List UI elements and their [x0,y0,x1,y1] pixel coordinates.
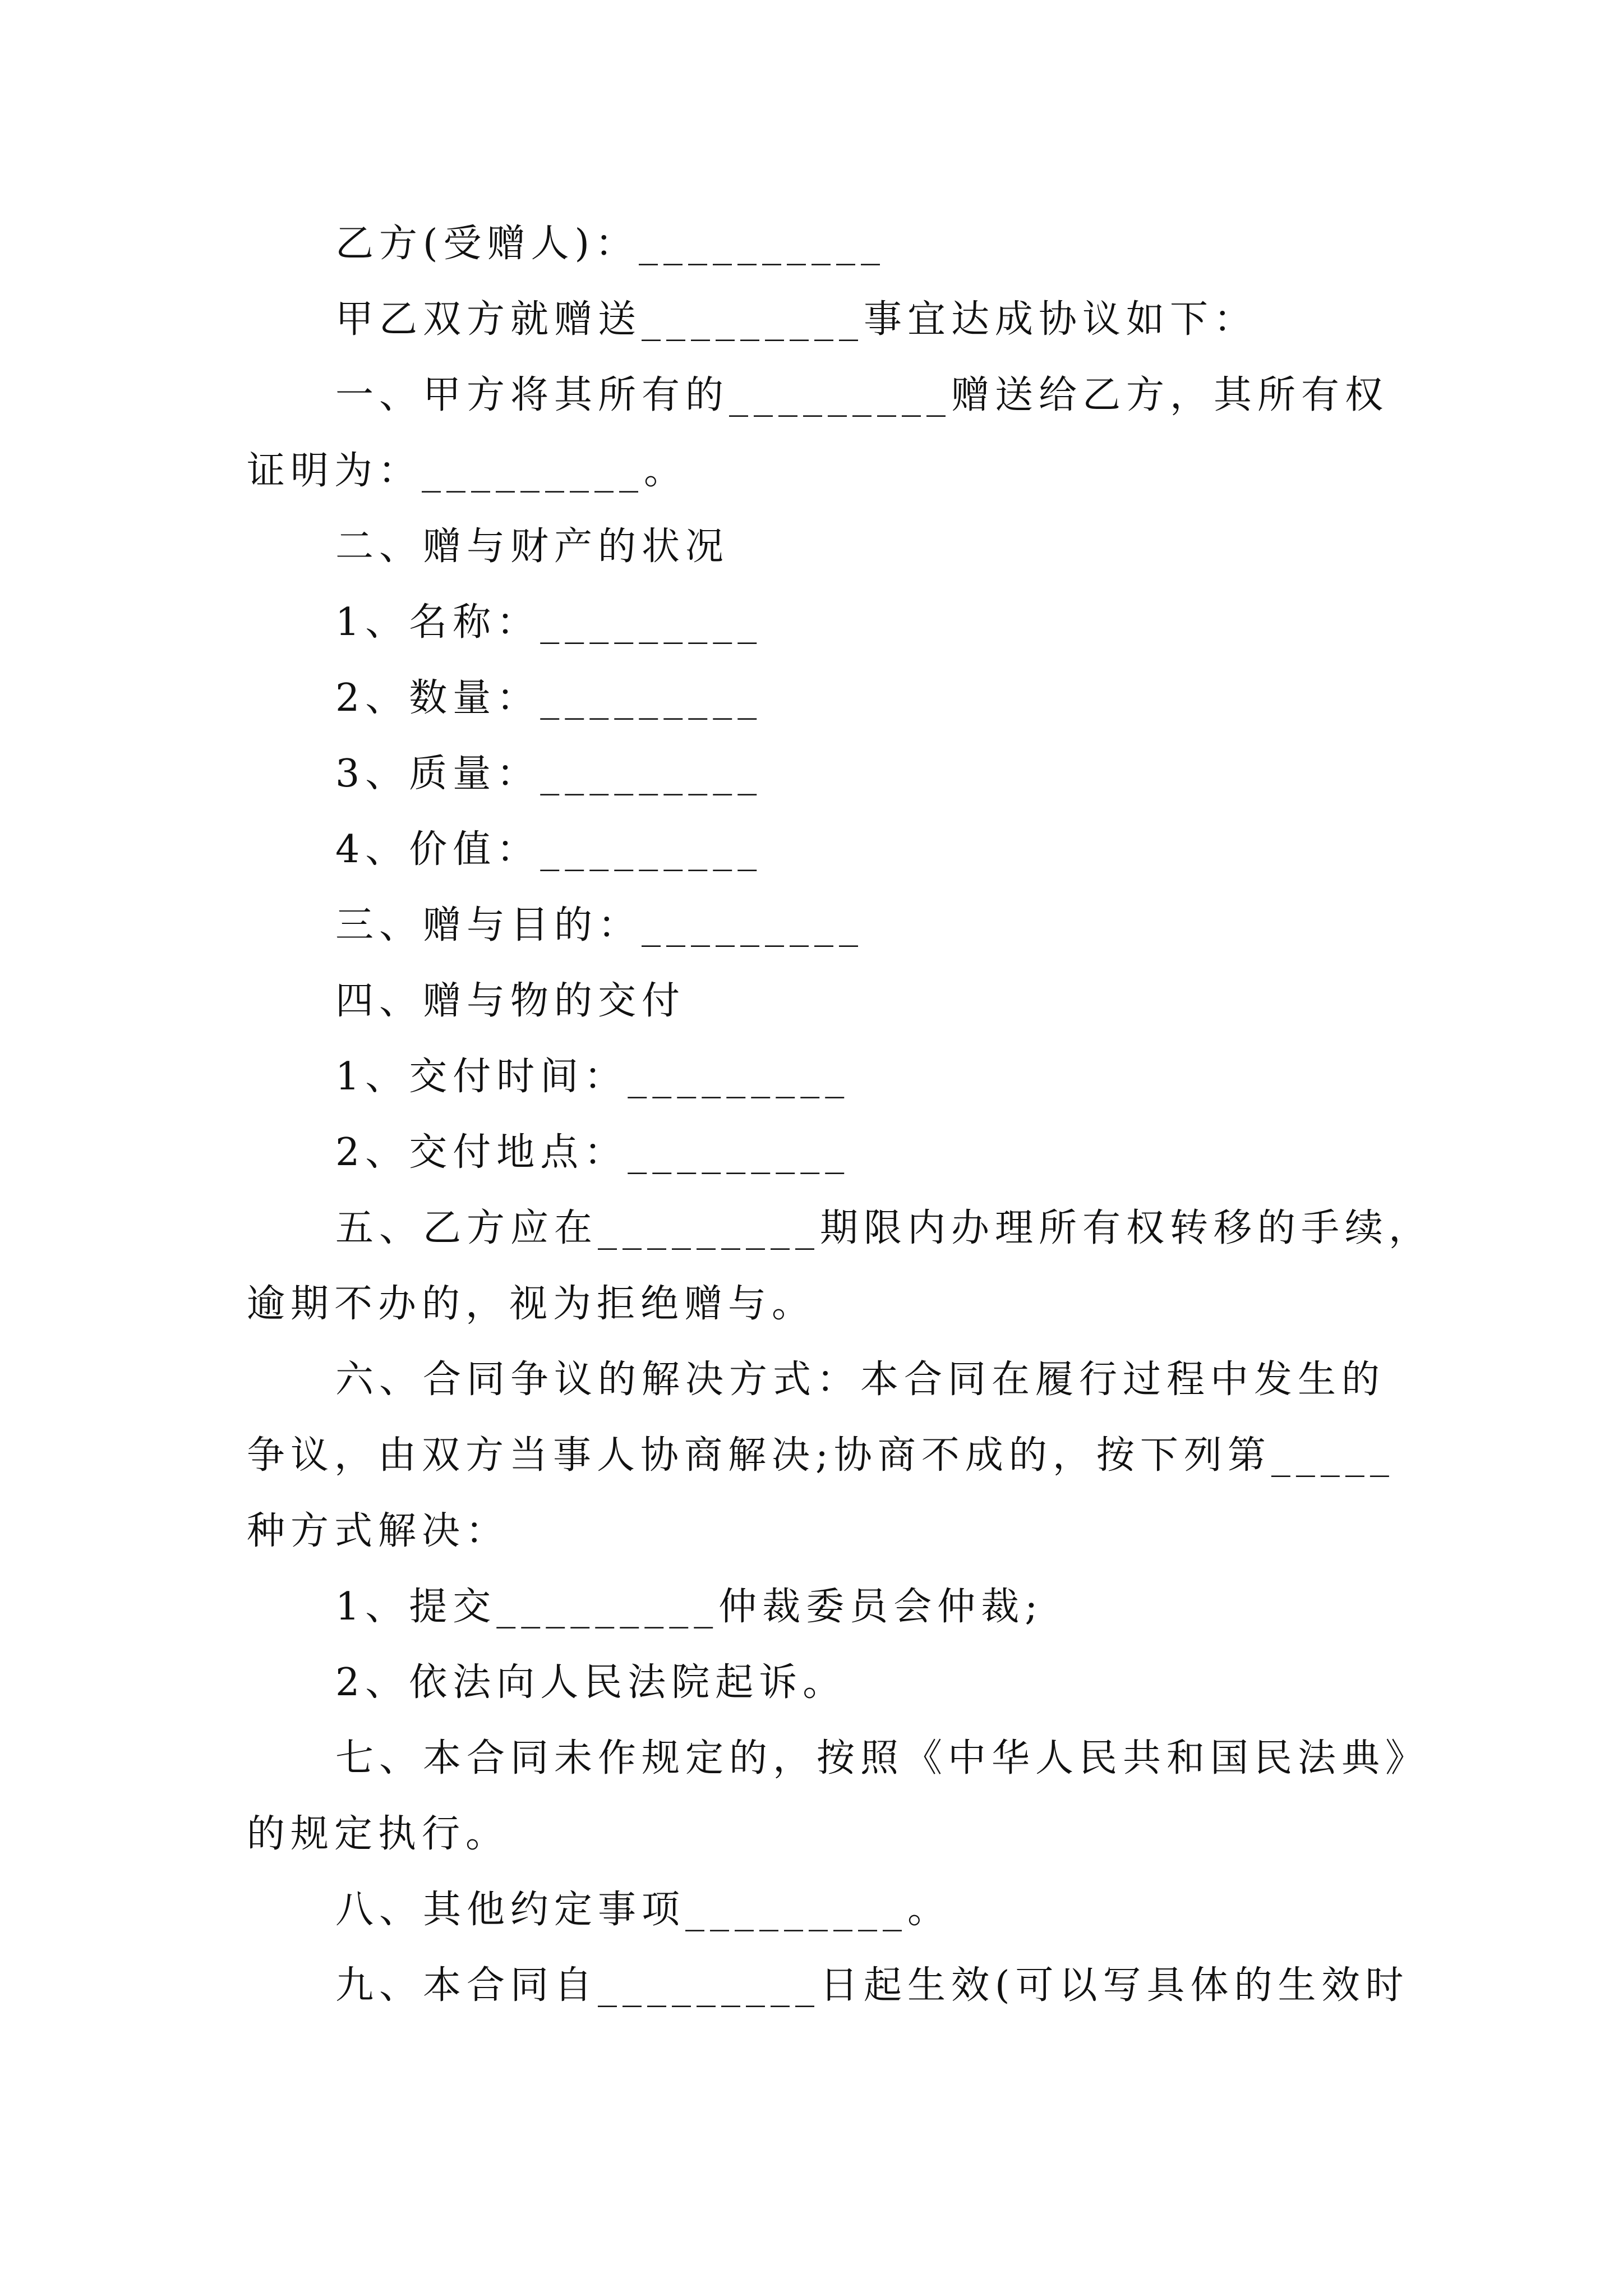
clause-6-line-1: 六、合同争议的解决方式：本合同在履行过程中发生的 [335,1358,1386,1402]
clause-9-line: 九、本合同自_________日起生效(可以写具体的生效时 [335,1963,1409,2008]
clause-2-heading: 二、赠与财产的状况 [335,524,730,569]
clause-4-item-place: 2、交付地点：_________ [335,1130,850,1175]
clause-2-item-value: 4、价值：_________ [335,827,763,872]
clause-6-item-arbitration: 1、提交_________仲裁委员会仲裁; [335,1585,1044,1629]
agreement-intro-line: 甲乙双方就赠送_________事宜达成协议如下： [335,297,1258,342]
clause-6-item-lawsuit: 2、依法向人民法院起诉。 [335,1660,847,1705]
clause-6-line-2: 争议，由双方当事人协商解决;协商不成的，按下列第_____ [247,1433,1395,1478]
clause-5-line-1: 五、乙方应在_________期限内办理所有权转移的手续， [335,1206,1433,1250]
clause-4-heading: 四、赠与物的交付 [335,979,686,1023]
clause-6-line-3: 种方式解决： [247,1509,510,1553]
clause-3-line: 三、赠与目的：_________ [335,903,864,947]
clause-4-item-time: 1、交付时间：_________ [335,1055,850,1099]
clause-1-line-2: 证明为：_________。 [247,449,688,493]
clause-2-item-quality: 3、质量：_________ [335,752,763,796]
clause-8-line: 八、其他约定事项_________。 [335,1888,952,1932]
clause-1-line-1: 一、甲方将其所有的_________赠送给乙方，其所有权 [335,373,1389,417]
clause-5-line-2: 逾期不办的，视为拒绝赠与。 [247,1282,816,1326]
recipient-line: 乙方(受赠人)：__________ [335,222,886,266]
clause-2-item-name: 1、名称：_________ [335,600,763,645]
clause-7-line-2: 的规定执行。 [247,1812,510,1856]
clause-2-item-quantity: 2、数量：_________ [335,676,763,720]
clause-7-line-1: 七、本合同未作规定的，按照《中华人民共和国民法典》 [335,1736,1430,1780]
